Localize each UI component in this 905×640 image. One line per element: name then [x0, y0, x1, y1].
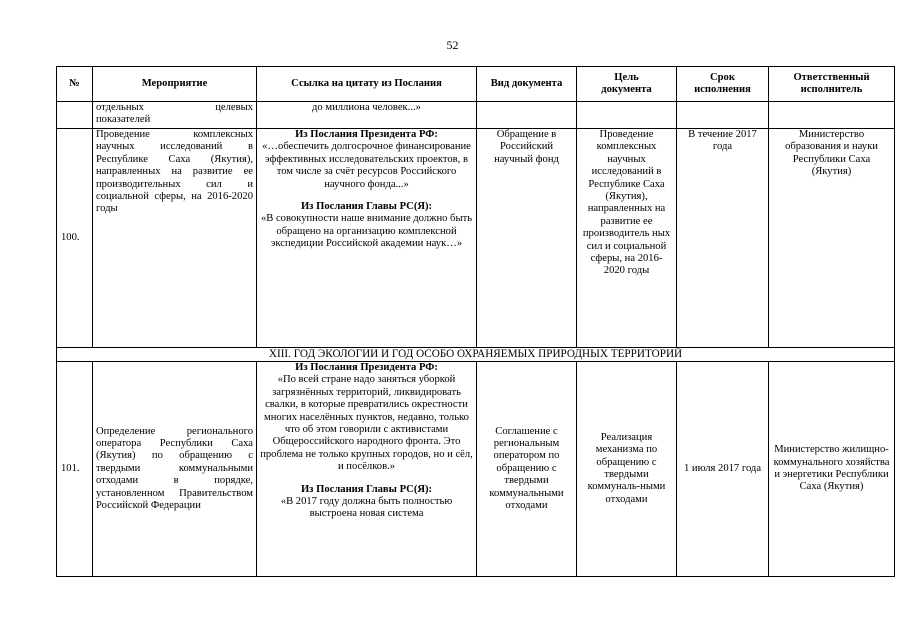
header-term-line2: исполнения [694, 84, 751, 95]
row-101-quote-head-2: Из Послания Главы РС(Я): [300, 483, 433, 495]
continued-event [93, 102, 257, 129]
continued-quote: до миллиона человек...» [257, 102, 477, 129]
plan-table [56, 66, 895, 577]
row-101-quote-text-1: «По всей стране надо заняться уборкой загрязнённых территорий, ликвидировать свалки, в которые превратились окрестности многих населённых пунктов, недавно, только что об этом говорили с активистами Общероссийского народного фронта. Это проблема не только крупных городов, но и сёл, и посёлков.» [260, 374, 473, 473]
header-event: Мероприятие [93, 67, 257, 102]
row-100-quote-head-2: Из Послания Главы РС(Я): [300, 201, 433, 213]
header-resp-line2: исполнитель [800, 84, 863, 95]
row-100-term: В течение 2017 года [677, 129, 769, 348]
header-doc-type: Вид документа [477, 67, 577, 102]
header-num: № [57, 67, 93, 102]
row-101-responsible: Министерство жилищно-коммунального хозяйства и энергетики Республики Саха (Якутия) [769, 362, 895, 577]
row-101-quote-head-1: Из Послания Президента РФ: [295, 362, 438, 373]
row-101-quote [257, 362, 477, 577]
row-101-num: 101. [57, 362, 93, 577]
row-100-doc-type: Обращение в Российский научный фонд [477, 129, 577, 348]
header-term [677, 67, 769, 102]
row-101-term: 1 июля 2017 года [677, 362, 769, 577]
row-101-goal: Реализация механизма по обращению с твердыми коммуналь-ными отходами [577, 362, 677, 577]
row-101-quote-text-2: «В 2017 году должна быть полностью выстроена новая система [280, 496, 453, 520]
row-100-quote [257, 129, 477, 348]
row-100-quote-text-2: «В совокупности наше внимание должно быть обращено на организацию комплексной экспедиции Российской академии наук…» [260, 213, 473, 250]
row-100-quote-text-1: «…обеспечить долгосрочное финансирование эффективных исследовательских проектов, в том числе за счёт ресурсов Российского научного фонда...» [262, 141, 471, 190]
header-row [57, 67, 895, 102]
table-row-continued [57, 102, 895, 129]
section-title: XIII. ГОД ЭКОЛОГИИ И ГОД ОСОБО ОХРАНЯЕМЫХ ПРИРОДНЫХ ТЕРРИТОРИЙ [57, 348, 895, 362]
header-goal-line1: Цель [614, 71, 639, 83]
table-row-100 [57, 129, 895, 348]
row-100-quote-head-1: Из Послания Президента РФ: [295, 129, 438, 140]
row-101-event: Определение регионального оператора Республики Саха (Якутия) по обращению с твердыми коммунальными отходами в порядке, установленном Правительством Российской Федерации [93, 362, 257, 577]
page-number: 52 [446, 38, 459, 52]
header-responsible [769, 67, 895, 102]
section-row [57, 348, 895, 362]
row-100-responsible: Министерство образования и науки Республики Саха (Якутия) [769, 129, 895, 348]
header-goal [577, 67, 677, 102]
row-100-goal: Проведение комплексных научных исследований в Республике Саха (Якутия), направленных на развитие ее производитель ных сил и социальной сферы, на 2016-2020 годы [577, 129, 677, 348]
row-101-doc-type: Соглашение с региональным оператором по обращению с твердыми коммунальными отходами [477, 362, 577, 577]
row-100-num: 100. [57, 129, 93, 348]
header-resp-line1: Ответственный [793, 71, 870, 83]
continued-event-line2: показателей [96, 114, 151, 126]
header-goal-line2: документа [601, 84, 652, 95]
continued-event-line1: отдельных целевых [96, 102, 253, 113]
header-term-line1: Срок [710, 71, 735, 83]
header-quote: Ссылка на цитату из Послания [257, 67, 477, 102]
row-100-event: Проведение комплексных научных исследований в Республике Саха (Якутия), направленных на развитие ее производительных сил и социальной сферы, на 2016-2020 годы [93, 129, 257, 348]
table-row-101 [57, 362, 895, 577]
